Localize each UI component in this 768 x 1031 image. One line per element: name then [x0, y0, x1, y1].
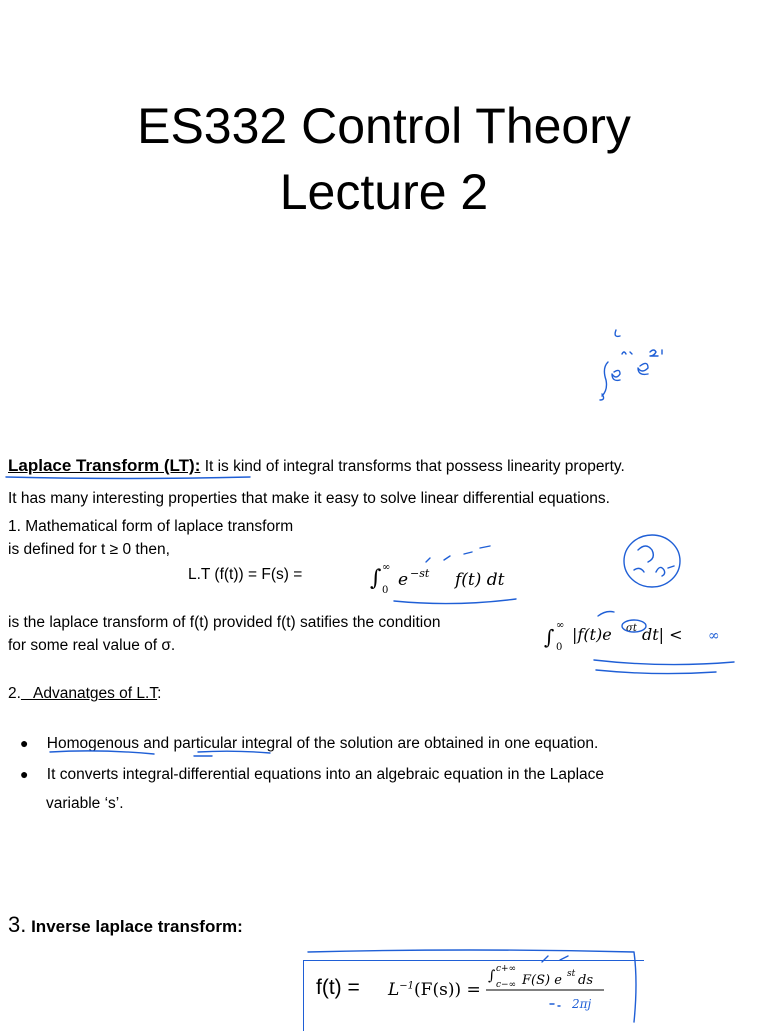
svg-text:e: e [398, 570, 409, 590]
inverse-heading-line [8, 912, 243, 938]
bullet-underline-ink [48, 748, 278, 758]
svg-text:dt| <: dt| < [642, 625, 683, 644]
lt-properties-line: It has many interesting properties that make it easy to solve linear differential equations. [8, 490, 610, 507]
item1-line2: is defined for t ≥ 0 then, [8, 541, 170, 558]
condition-integral-formula [538, 606, 748, 676]
circled-annotation [612, 528, 692, 594]
bullet-text-2: It converts integral-differential equations into an algebraic equation in the Laplace [46, 766, 605, 783]
svg-text:∫: ∫ [544, 625, 555, 649]
advantages-number: 2. [8, 685, 21, 702]
bullet-icon: ● [20, 766, 29, 782]
svg-text:c−∞: c−∞ [496, 980, 517, 990]
page-subtitle: Lecture 2 [279, 164, 489, 220]
svg-text:σt: σt [626, 623, 637, 634]
svg-text:∞: ∞ [556, 620, 565, 631]
svg-text:f(t) dt: f(t) dt [455, 570, 505, 590]
svg-text:2πj: 2πj [572, 997, 592, 1011]
svg-text:0: 0 [382, 585, 389, 596]
svg-text:0: 0 [556, 642, 563, 653]
svg-text:F(S) e: F(S) e [522, 973, 562, 988]
bullet-icon: ● [20, 735, 29, 751]
advantages-heading-line [8, 684, 161, 704]
inverse-heading: Inverse laplace transform: [26, 917, 243, 936]
svg-text:|f(t)e: |f(t)e [572, 625, 612, 644]
svg-text:c+∞: c+∞ [496, 964, 517, 974]
lt-definition-lhs: L.T (f(t)) = F(s) = [188, 566, 303, 583]
svg-text:ds: ds [578, 973, 593, 988]
svg-text:∫: ∫ [488, 968, 496, 984]
item1-line1: 1. Mathematical form of laplace transform [8, 518, 294, 535]
bullet-item-2 [20, 764, 604, 785]
lt-integral-formula [360, 540, 530, 610]
condition-line1: is the laplace transform of f(t) provided f(t) satifies the condition [8, 614, 441, 631]
handwritten-scribble [590, 322, 680, 407]
bullet-item-2-continued: variable ‘s’. [46, 795, 124, 812]
svg-text:∫: ∫ [370, 566, 382, 591]
lt-heading-underline-ink [4, 474, 254, 480]
lt-intro-text: It is kind of integral transforms that possess linearity property. [200, 458, 625, 475]
inverse-number: 3. [8, 912, 27, 937]
inverse-arg: (F(s)) = [414, 980, 481, 1000]
svg-text:∞: ∞ [708, 628, 720, 644]
advantages-heading: Advanatges of L.T [20, 685, 158, 702]
condition-line2: for some real value of σ. [8, 637, 176, 654]
inverse-lhs: f(t) = [316, 976, 360, 999]
svg-text:st: st [567, 969, 576, 979]
advantages-colon: : [157, 685, 162, 702]
page-title: ES332 Control Theory [137, 98, 631, 154]
lt-heading: Laplace Transform (LT): [8, 456, 201, 475]
svg-text:−st: −st [410, 567, 430, 580]
inverse-operator-symbol: L [388, 980, 400, 1000]
bullet-text-1: Homogenous and particular integral of the solution are obtained in one equation. [46, 735, 599, 752]
inverse-operator: $L^{-1}(F(s))$ = [388, 980, 481, 1000]
svg-text:∞: ∞ [382, 562, 391, 573]
inverse-integral-formula [484, 954, 634, 1020]
